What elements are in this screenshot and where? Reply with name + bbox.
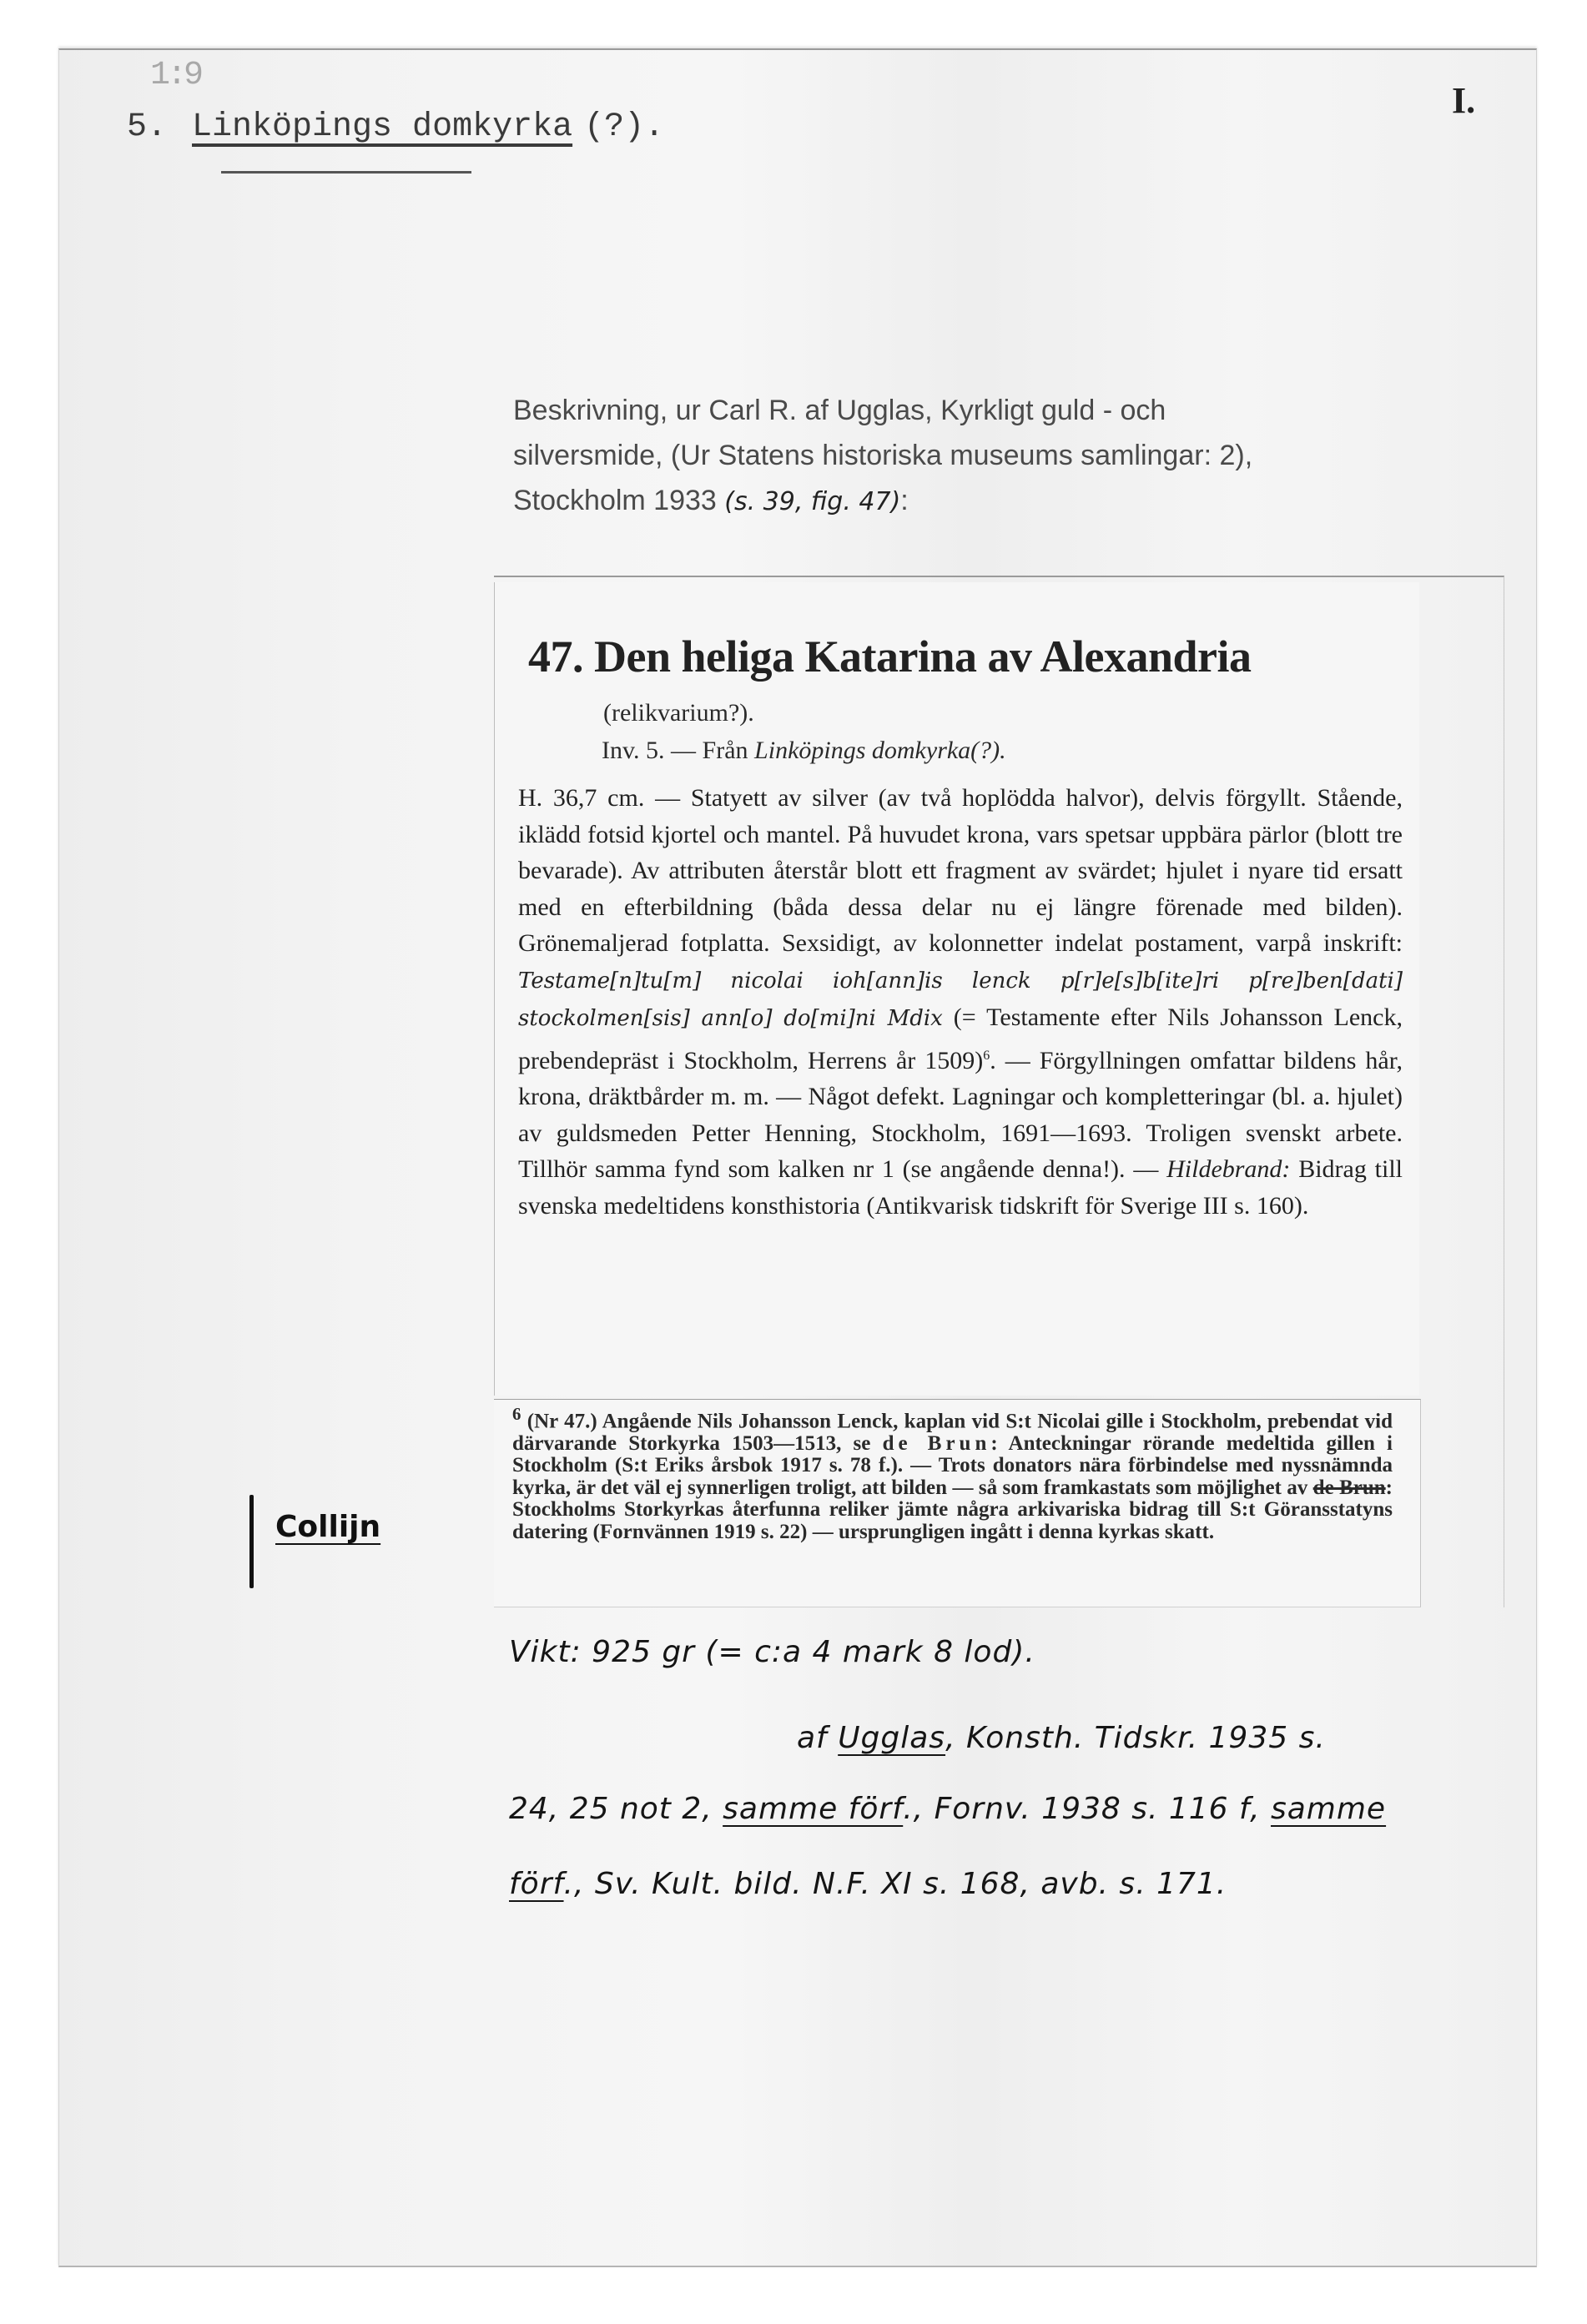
description-author-ref: Hildebrand: (1166, 1155, 1291, 1183)
ref-fornvannen-1938: ., Fornv. 1938 s. 116 f, (903, 1792, 1271, 1826)
footnote-part-3: : Stockholms Storkyrkas återfunna reliker jämte några arkivariska bidrag till S:t Göransstatyns datering (Fornvännen 1919 s. 22) — ursprungligen ingått i denna kyrkas skatt. (512, 1476, 1393, 1543)
inventory-provenance: Linköpings domkyrka(?). (754, 737, 1006, 764)
source-line-3-typed: Stockholm 1933 (513, 485, 717, 516)
catalogue-clipping (494, 582, 1419, 1396)
footnote-struck-author: de Brun (1312, 1476, 1386, 1499)
description-part-4: Bidrag till svenska medeltidens konsthistoria (Antikvarisk tidskrift för Sverige III s. 160). (518, 1155, 1403, 1220)
source-line-1: Beskrivning, ur Carl R. af Ugglas, Kyrkligt guld - och (513, 395, 1166, 426)
footnote-reference: 6 (983, 1048, 990, 1063)
handwritten-weight-note: Vikt: 925 gr (= c:a 4 mark 8 lod). (509, 1635, 1035, 1669)
ref-author-ugglas: Ugglas (838, 1721, 946, 1755)
source-intro (513, 388, 1469, 525)
catalogue-inventory-line (602, 737, 1006, 765)
ref-journal-1935: , Konsth. Tidskr. 1935 s. (945, 1721, 1326, 1755)
footnote-part-2: : Anteckningar rörande medeltida gillen i Stockholm (S:t Eriks årsbok 1917 s. 78 f.). — Trots donators nära förbindelse med nyssnämnda kyrka, är det väl ej synnerligen troligt, att bilden — så som framkastats som möjlighet av (512, 1431, 1393, 1499)
footnote-part-1: (Nr 47.) Angående Nils Johansson Lenck, kaplan vid S:t Nicolai gille i Stockholm, prebendat vid därvarande Storkyrka 1503—1513, se (512, 1410, 1393, 1455)
description-part-3: . — Förgyllningen omfattar bildens hår, krona, dräktbårder m. m. — Något defekt. Lagningar och kompletteringar (bl. a. hjulet) av guldsmeden Petter Henning, Stockholm, 1691—1693. Troligen svenskt arbete. Tillhör samma fynd som kalken nr 1 (se angående denna!). — (518, 1046, 1403, 1183)
entry-place: Linköpings domkyrka (192, 108, 573, 146)
sheet-number: I. (1452, 80, 1476, 121)
inventory-prefix: Inv. 5. — Från (602, 737, 755, 764)
heading-second-underline (221, 171, 471, 174)
entry-heading (127, 108, 664, 146)
handwritten-reference-line-1 (797, 1721, 1326, 1755)
description-part-2: (= Testamente efter Nils Johansson Lenck, prebendepräst i Stockholm, Herrens år 1509) (518, 1004, 1403, 1074)
ref-same-author-2b: förf (509, 1867, 564, 1901)
ref-same-author-2a: samme (1270, 1792, 1387, 1826)
handwritten-reference-line-2 (509, 1792, 1386, 1826)
source-line-3-colon: : (900, 485, 909, 516)
catalogue-entry-title: 47. Den heliga Katarina av Alexandria (528, 631, 1252, 682)
source-line-2: silversmide, (Ur Statens historiska museums samlingar: 2), (513, 440, 1253, 471)
source-page-ref-handwritten: (s. 39, fig. 47) (724, 487, 901, 516)
inscription-text: Testame[n]tu[m] nicolai ioh[ann]is lenck p[r]e[s]b[ite]ri p[re]ben[dati] stockolmen[sis] ann[o] do[mi]ni Mdix (518, 968, 1403, 1031)
description-part-1: H. 36,7 cm. — Statyett av silver (av två hoplödda halvor), delvis förgyllt. Stående, iklädd fotsid kjortel och mantel. På huvudet krona, vars spetsar uppbära pärlor (blott tre bevarade). Av attributen återstår blott ett fragment av svärdet; hjulet i nyare tid ersatt med en efterbildning (båda dessa delar nu ej längre förenade med bilden). Grönemaljerad fotplatta. Sexsidigt, av kolonnetter indelat postament, varpå inskrift: (518, 784, 1403, 957)
margin-mark-bar (249, 1495, 254, 1588)
ref-pages-note: 24, 25 not 2, (509, 1792, 723, 1826)
pencil-page-number: 1:9 (150, 57, 201, 94)
entry-number: 5. (127, 108, 168, 146)
entry-qualifier: (?). (584, 108, 665, 146)
handwritten-reference-line-3 (509, 1867, 1227, 1901)
footnote-author-spaced: de Brun (882, 1431, 991, 1455)
ref-kulturbild: ., Sv. Kult. bild. N.F. XI s. 168, avb. s. 171. (563, 1867, 1227, 1901)
footnote-text (512, 1403, 1393, 1543)
footnote-clipping (494, 1399, 1421, 1607)
margin-note-collijn: Collijn (275, 1510, 381, 1544)
footnote-marker: 6 (512, 1404, 521, 1424)
source-line-3 (513, 478, 1469, 525)
ref-prefix: af (797, 1721, 839, 1755)
catalogue-entry-subtitle: (relikvarium?). (603, 699, 754, 727)
ref-same-author-1: samme förf (723, 1792, 904, 1826)
catalogue-description (518, 780, 1403, 1224)
